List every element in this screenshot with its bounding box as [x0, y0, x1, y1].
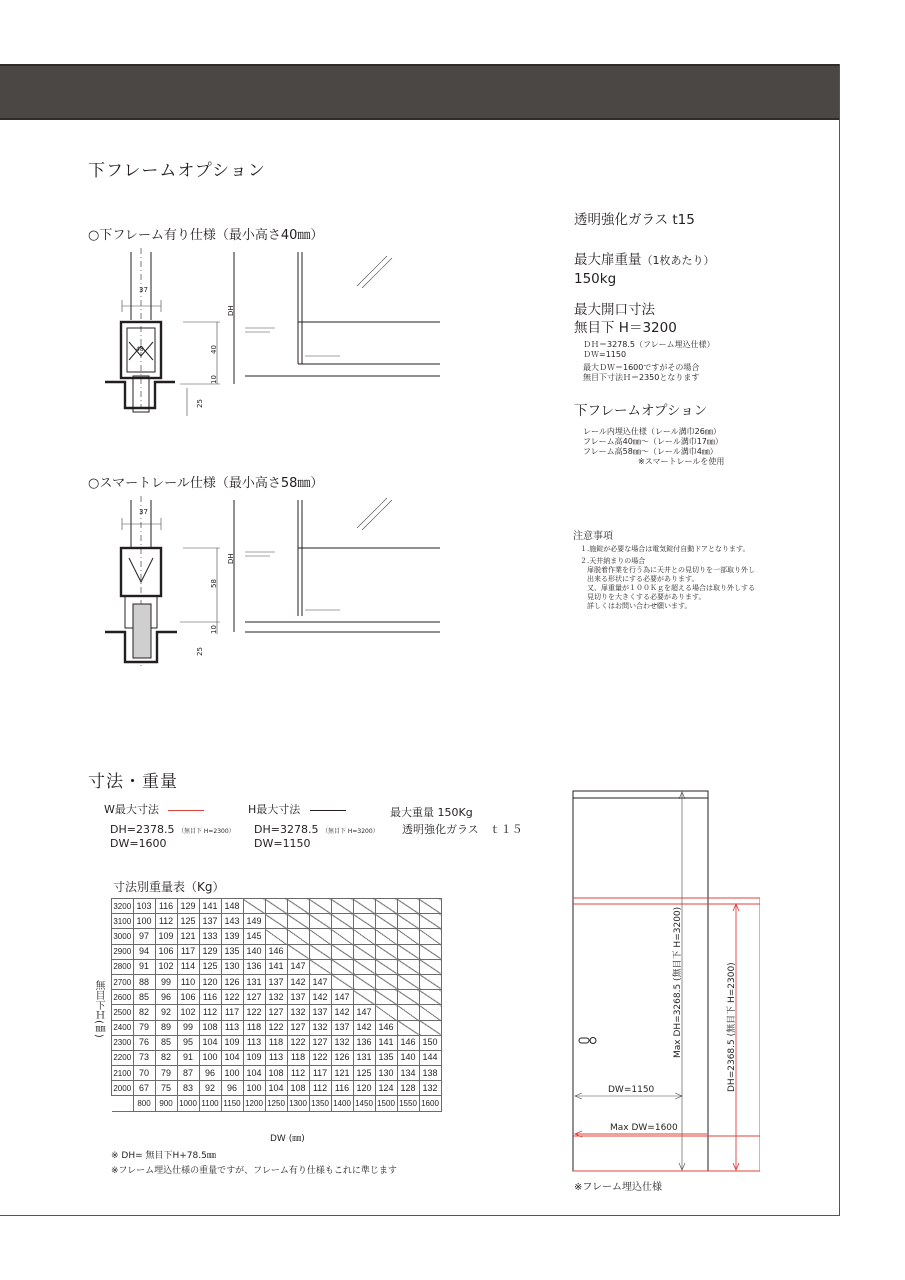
empty-cell: [375, 990, 397, 1005]
dim-25-label-2: 25: [196, 647, 204, 656]
weight-cell: 99: [177, 1020, 199, 1035]
note-line: 又、扉重量が１００Ｋｇを超える場合は取り外しする: [580, 584, 755, 592]
h-max-legend: [248, 804, 379, 850]
empty-cell: [419, 1005, 441, 1020]
empty-cell: [419, 914, 441, 929]
weight-cell: 104: [199, 1035, 221, 1050]
max-opening-value: 無目下 H＝3200: [574, 320, 677, 336]
dh-label: DH: [227, 305, 235, 316]
max-dw-label: Max DW=1600: [610, 1123, 678, 1133]
table-row: [112, 959, 442, 974]
weight-cell: 95: [177, 1035, 199, 1050]
door-diagram-caption: ※フレーム埋込仕様: [574, 1182, 662, 1193]
weight-cell: 89: [155, 1020, 177, 1035]
column-width-label: 1400: [331, 1096, 353, 1111]
max-weight-label: 最大扉重量: [574, 252, 642, 268]
weight-cell: 100: [133, 914, 155, 929]
y-axis-label: 無目下Ｈ(㎜): [93, 980, 104, 1038]
weight-cell: 136: [353, 1035, 375, 1050]
notes-title: 注意事項: [573, 531, 613, 542]
weight-cell: 132: [287, 1005, 309, 1020]
weight-cell: 136: [243, 959, 265, 974]
weight-cell: 120: [199, 974, 221, 989]
footnote: ※フレーム埋込仕様の重量ですが、フレーム有り仕様もこれに準じます: [111, 1166, 397, 1176]
dim-25-label: 25: [196, 399, 204, 408]
column-width-label: 1000: [177, 1096, 199, 1111]
smart-rail-section-drawing: [95, 496, 445, 676]
column-width-label: 1600: [419, 1096, 441, 1111]
weight-cell: 85: [133, 990, 155, 1005]
weight-cell: 125: [177, 914, 199, 929]
weight-cell: 96: [155, 990, 177, 1005]
column-width-label: 1550: [397, 1096, 419, 1111]
weight-cell: 79: [155, 1066, 177, 1081]
weight-cell: 129: [177, 899, 199, 914]
empty-cell: [419, 899, 441, 914]
weight-cell: 85: [155, 1035, 177, 1050]
frame-option-line: レール内埋込仕様（レール溝巾26㎜）: [583, 427, 721, 436]
empty-cell: [265, 914, 287, 929]
weight-cell: 146: [265, 944, 287, 959]
empty-cell: [397, 990, 419, 1005]
frame-option-heading: 下フレームオプション: [88, 161, 266, 181]
column-width-label: 800: [133, 1096, 155, 1111]
smart-rail-spec-title: ○スマートレール仕様（最小高さ58㎜）: [88, 476, 324, 491]
weight-cell: 99: [155, 974, 177, 989]
weight-cell: 130: [375, 1066, 397, 1081]
weight-cell: 75: [155, 1081, 177, 1096]
weight-cell: 102: [155, 959, 177, 974]
corner-cell: [112, 1096, 134, 1111]
row-height-label: 3000: [112, 929, 134, 944]
weight-cell: 126: [221, 974, 243, 989]
weight-cell: 100: [199, 1050, 221, 1065]
opening-line: 無目下寸法Ｈ＝2350となります: [583, 373, 700, 382]
column-width-label: 1300: [287, 1096, 309, 1111]
empty-cell: [397, 1005, 419, 1020]
weight-cell: 121: [177, 929, 199, 944]
column-width-label: 1150: [221, 1096, 243, 1111]
empty-cell: [265, 899, 287, 914]
empty-cell: [353, 959, 375, 974]
dh-label-2: DH: [227, 553, 235, 564]
empty-cell: [353, 974, 375, 989]
weight-cell: 112: [287, 1066, 309, 1081]
column-width-label: 900: [155, 1096, 177, 1111]
empty-cell: [331, 899, 353, 914]
opening-line: 最大ＤＷ＝1600ですがその場合: [583, 363, 700, 372]
weight-cell: 149: [243, 914, 265, 929]
glass-legend: 透明強化ガラス ｔ１５: [402, 823, 523, 836]
empty-cell: [419, 990, 441, 1005]
page-right-border: [839, 64, 840, 1216]
x-axis-label: DW (㎜): [270, 1134, 305, 1144]
weight-cell: 142: [331, 1005, 353, 1020]
weight-cell: 137: [265, 974, 287, 989]
weight-cell: 102: [177, 1005, 199, 1020]
table-row: [112, 899, 442, 914]
w-max-label: W最大寸法: [104, 803, 159, 816]
weight-cell: 142: [309, 990, 331, 1005]
weight-cell: 134: [397, 1066, 419, 1081]
max-weight-total: 最大重量 150Kg: [390, 806, 473, 819]
weight-cell: 118: [265, 1035, 287, 1050]
weight-cell: 118: [243, 1020, 265, 1035]
weight-cell: 132: [309, 1020, 331, 1035]
empty-cell: [331, 914, 353, 929]
empty-cell: [309, 929, 331, 944]
row-height-label: 2200: [112, 1050, 134, 1065]
table-row: [112, 990, 442, 1005]
weight-cell: 82: [133, 1005, 155, 1020]
weight-cell: 122: [243, 1005, 265, 1020]
dim-40-label: 40: [210, 345, 218, 354]
empty-cell: [265, 929, 287, 944]
weight-cell: 128: [397, 1081, 419, 1096]
weight-cell: 141: [199, 899, 221, 914]
weight-cell: 122: [287, 1035, 309, 1050]
glass-spec: 透明強化ガラス t15: [574, 212, 695, 228]
note-line: １.施錠が必要な場合は電気錠付自動ドアとなります。: [580, 545, 750, 553]
weight-cell: 127: [243, 990, 265, 1005]
empty-cell: [397, 959, 419, 974]
weight-cell: 135: [221, 944, 243, 959]
weight-cell: 117: [309, 1066, 331, 1081]
h-max-dh: DH=3278.5: [254, 823, 319, 836]
empty-cell: [353, 944, 375, 959]
weight-cell: 97: [133, 929, 155, 944]
glyph-48: 48: [136, 346, 144, 353]
max-weight-legend: [390, 807, 523, 836]
column-width-label: 1250: [265, 1096, 287, 1111]
dim-58-label: 58: [210, 579, 218, 588]
weight-cell: 91: [177, 1050, 199, 1065]
weight-cell: 125: [199, 959, 221, 974]
weight-cell: 96: [221, 1081, 243, 1096]
empty-cell: [309, 914, 331, 929]
frame-option-line: フレーム高58㎜〜（レール溝巾4㎜）: [583, 447, 718, 456]
weight-cell: 108: [265, 1066, 287, 1081]
empty-cell: [419, 1020, 441, 1035]
weight-table: [111, 898, 442, 1112]
row-height-label: 2800: [112, 959, 134, 974]
weight-cell: 83: [177, 1081, 199, 1096]
h-max-dh-note: （無目下 H=3200）: [321, 828, 379, 835]
w-max-legend: [104, 804, 235, 850]
empty-cell: [397, 944, 419, 959]
row-height-label: 2000: [112, 1081, 134, 1096]
weight-cell: 92: [199, 1081, 221, 1096]
row-height-label: 2900: [112, 944, 134, 959]
empty-cell: [287, 899, 309, 914]
weight-cell: 131: [243, 974, 265, 989]
weight-cell: 143: [221, 914, 243, 929]
column-header-row: [112, 1096, 442, 1111]
door-elevation-diagram: [560, 786, 760, 1186]
empty-cell: [375, 959, 397, 974]
weight-table-title: 寸法別重量表（Kg）: [113, 880, 225, 894]
empty-cell: [397, 914, 419, 929]
empty-cell: [375, 944, 397, 959]
weight-cell: 108: [199, 1020, 221, 1035]
weight-cell: 87: [177, 1066, 199, 1081]
table-row: [112, 1081, 442, 1096]
empty-cell: [287, 929, 309, 944]
table-footnotes: [111, 1149, 397, 1179]
table-row: [112, 1050, 442, 1065]
weight-cell: 100: [243, 1081, 265, 1096]
weight-cell: 82: [155, 1050, 177, 1065]
empty-cell: [331, 944, 353, 959]
max-weight-value: 150kg: [574, 271, 617, 287]
note-line: 出来る形状にする必要があります。: [580, 575, 699, 583]
weight-cell: 116: [199, 990, 221, 1005]
weight-cell: 135: [375, 1050, 397, 1065]
empty-cell: [397, 899, 419, 914]
weight-cell: 100: [221, 1066, 243, 1081]
weight-cell: 139: [221, 929, 243, 944]
weight-cell: 106: [177, 990, 199, 1005]
table-row: [112, 1035, 442, 1050]
weight-cell: 141: [375, 1035, 397, 1050]
weight-cell: 137: [199, 914, 221, 929]
empty-cell: [375, 929, 397, 944]
weight-cell: 137: [309, 1005, 331, 1020]
weight-cell: 130: [221, 959, 243, 974]
weight-cell: 109: [243, 1050, 265, 1065]
h-max-dw: DW=1150: [254, 837, 311, 850]
footnote: ※ DH= 無目下H+78.5㎜: [111, 1151, 216, 1161]
note-line: ２.天井納まりの場合: [580, 557, 646, 565]
max-weight-row: [574, 252, 715, 269]
page-bottom-border: [0, 1215, 840, 1216]
frame-option-details: [583, 427, 724, 467]
weight-cell: 113: [243, 1035, 265, 1050]
weight-cell: 122: [265, 1020, 287, 1035]
weight-cell: 147: [287, 959, 309, 974]
weight-cell: 131: [353, 1050, 375, 1065]
weight-cell: 122: [309, 1050, 331, 1065]
table-row: [112, 1020, 442, 1035]
table-row: [112, 944, 442, 959]
header-bar: [0, 64, 840, 120]
empty-cell: [375, 974, 397, 989]
empty-cell: [397, 1020, 419, 1035]
weight-cell: 117: [221, 1005, 243, 1020]
row-height-label: 2600: [112, 990, 134, 1005]
weight-cell: 124: [375, 1081, 397, 1096]
empty-cell: [331, 959, 353, 974]
note-line: 詳しくはお問い合わせ願います。: [580, 602, 692, 610]
dw-label: DW=1150: [608, 1085, 655, 1095]
weight-cell: 150: [419, 1035, 441, 1050]
row-height-label: 2100: [112, 1066, 134, 1081]
empty-cell: [397, 974, 419, 989]
weight-cell: 112: [199, 1005, 221, 1020]
weight-cell: 112: [309, 1081, 331, 1096]
size-weight-heading: 寸法・重量: [88, 772, 178, 792]
weight-cell: 73: [133, 1050, 155, 1065]
opening-details: [583, 340, 715, 383]
row-height-label: 2400: [112, 1020, 134, 1035]
dh-label-red: DH=2368.5 (無目下 H=2300): [727, 962, 737, 1092]
weight-cell: 132: [265, 990, 287, 1005]
weight-cell: 132: [331, 1035, 353, 1050]
weight-cell: 113: [265, 1050, 287, 1065]
black-line-swatch: [310, 810, 346, 811]
note-line: 扉脱着作業を行う為に天井との見切りを一部取り外し: [580, 566, 755, 574]
w-max-dw: DW=1600: [110, 837, 167, 850]
weight-cell: 70: [133, 1066, 155, 1081]
framed-section-drawing: [95, 248, 445, 428]
weight-cell: 126: [331, 1050, 353, 1065]
frame-option-label: 下フレームオプション: [574, 403, 708, 419]
weight-cell: 116: [331, 1081, 353, 1096]
empty-cell: [309, 959, 331, 974]
table-row: [112, 929, 442, 944]
weight-cell: 121: [331, 1066, 353, 1081]
weight-cell: 140: [397, 1050, 419, 1065]
weight-cell: 91: [133, 959, 155, 974]
column-width-label: 1450: [353, 1096, 375, 1111]
weight-cell: 118: [287, 1050, 309, 1065]
weight-cell: 148: [221, 899, 243, 914]
row-height-label: 2300: [112, 1035, 134, 1050]
weight-cell: 147: [331, 990, 353, 1005]
weight-cell: 67: [133, 1081, 155, 1096]
notes-list: [580, 545, 755, 611]
h-max-label: H最大寸法: [248, 803, 301, 816]
weight-cell: 122: [221, 990, 243, 1005]
table-row: [112, 1005, 442, 1020]
dim-37-label-2: 37: [139, 508, 148, 516]
empty-cell: [331, 974, 353, 989]
empty-cell: [375, 1005, 397, 1020]
weight-cell: 138: [419, 1066, 441, 1081]
weight-cell: 141: [265, 959, 287, 974]
row-height-label: 2500: [112, 1005, 134, 1020]
weight-cell: 104: [265, 1081, 287, 1096]
weight-cell: 76: [133, 1035, 155, 1050]
weight-cell: 117: [177, 944, 199, 959]
weight-cell: 79: [133, 1020, 155, 1035]
row-height-label: 3100: [112, 914, 134, 929]
column-width-label: 1500: [375, 1096, 397, 1111]
empty-cell: [419, 959, 441, 974]
empty-cell: [353, 929, 375, 944]
empty-cell: [287, 944, 309, 959]
weight-cell: 144: [419, 1050, 441, 1065]
row-height-label: 3200: [112, 899, 134, 914]
frame-option-line: フレーム高40㎜〜（レール溝巾17㎜）: [583, 437, 723, 446]
dim-10-label-2: 10: [210, 625, 218, 634]
opening-line: ＤＷ=1150: [583, 350, 627, 359]
max-opening-label: 最大開口寸法: [574, 302, 655, 318]
note-line: 見切りを大きくする必要があります。: [580, 593, 706, 601]
row-height-label: 2700: [112, 974, 134, 989]
weight-cell: 120: [353, 1081, 375, 1096]
table-row: [112, 974, 442, 989]
empty-cell: [353, 899, 375, 914]
weight-cell: 125: [353, 1066, 375, 1081]
weight-cell: 137: [331, 1020, 353, 1035]
empty-cell: [287, 914, 309, 929]
opening-line: ＤＨ＝3278.5（フレーム埋込仕様）: [583, 340, 715, 349]
weight-cell: 108: [287, 1081, 309, 1096]
weight-cell: 116: [155, 899, 177, 914]
column-width-label: 1100: [199, 1096, 221, 1111]
weight-cell: 112: [155, 914, 177, 929]
column-width-label: 1200: [243, 1096, 265, 1111]
weight-cell: 96: [199, 1066, 221, 1081]
w-max-dh: DH=2378.5: [110, 823, 175, 836]
weight-cell: 146: [397, 1035, 419, 1050]
weight-cell: 147: [309, 974, 331, 989]
column-width-label: 1350: [309, 1096, 331, 1111]
empty-cell: [375, 899, 397, 914]
red-line-swatch: [168, 810, 204, 811]
frame-option-line: ※スマートレールを使用: [638, 457, 725, 466]
empty-cell: [309, 944, 331, 959]
weight-cell: 146: [375, 1020, 397, 1035]
weight-cell: 88: [133, 974, 155, 989]
weight-cell: 140: [243, 944, 265, 959]
weight-cell: 129: [199, 944, 221, 959]
dim-10-label: 10: [210, 375, 218, 384]
empty-cell: [419, 944, 441, 959]
empty-cell: [419, 974, 441, 989]
weight-cell: 145: [243, 929, 265, 944]
weight-cell: 104: [243, 1066, 265, 1081]
empty-cell: [353, 990, 375, 1005]
weight-cell: 113: [221, 1020, 243, 1035]
weight-cell: 109: [221, 1035, 243, 1050]
empty-cell: [243, 899, 265, 914]
weight-cell: 127: [309, 1035, 331, 1050]
empty-cell: [419, 929, 441, 944]
empty-cell: [309, 899, 331, 914]
weight-cell: 103: [133, 899, 155, 914]
weight-cell: 106: [155, 944, 177, 959]
empty-cell: [397, 929, 419, 944]
weight-cell: 109: [155, 929, 177, 944]
empty-cell: [331, 929, 353, 944]
weight-cell: 92: [155, 1005, 177, 1020]
weight-cell: 114: [177, 959, 199, 974]
weight-cell: 94: [133, 944, 155, 959]
weight-cell: 110: [177, 974, 199, 989]
w-max-dh-note: （無目下 H=2300）: [177, 828, 235, 835]
table-row: [112, 914, 442, 929]
table-row: [112, 1066, 442, 1081]
weight-cell: 142: [287, 974, 309, 989]
weight-cell: 127: [287, 1020, 309, 1035]
weight-cell: 127: [265, 1005, 287, 1020]
weight-cell: 104: [221, 1050, 243, 1065]
weight-cell: 147: [353, 1005, 375, 1020]
max-dh-label: Max DH=3268.5 (無目下 H=3200): [673, 906, 683, 1058]
empty-cell: [353, 914, 375, 929]
framed-spec-title: ○下フレーム有り仕様（最小高さ40㎜）: [88, 228, 324, 243]
dim-37-label: 37: [139, 286, 148, 294]
weight-cell: 133: [199, 929, 221, 944]
weight-cell: 137: [287, 990, 309, 1005]
weight-cell: 132: [419, 1081, 441, 1096]
max-weight-note: （1枚あたり）: [641, 254, 715, 267]
empty-cell: [375, 914, 397, 929]
weight-cell: 142: [353, 1020, 375, 1035]
